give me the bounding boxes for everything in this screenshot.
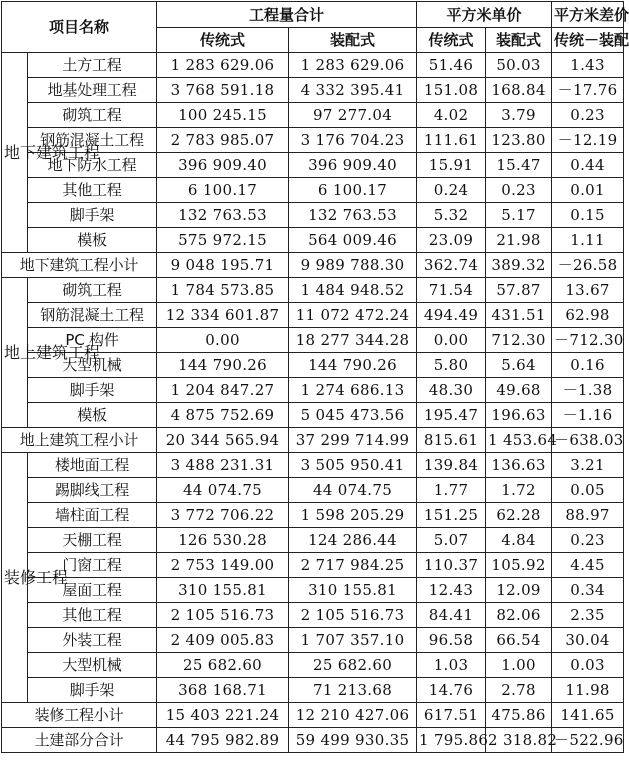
price-traditional-cell: 0.24 (417, 178, 486, 203)
price-traditional-cell: 71.54 (417, 278, 486, 303)
header-unit-price: 平方米单价 (417, 2, 552, 28)
qty-traditional-cell: 44 795 982.89 (157, 728, 289, 753)
price-traditional-cell: 23.09 (417, 228, 486, 253)
qty-traditional-cell: 2 783 985.07 (157, 128, 289, 153)
subtotal-row (2, 253, 624, 278)
item-name-cell: 门窗工程 (28, 553, 157, 578)
item-name-cell: 其他工程 (28, 178, 157, 203)
price-diff-cell: 62.98 (552, 303, 624, 328)
qty-traditional-cell: 1 204 847.27 (157, 378, 289, 403)
qty-traditional-cell: 368 168.71 (157, 678, 289, 703)
price-prefab-cell: 21.98 (486, 228, 552, 253)
price-diff-cell: －26.58 (552, 253, 624, 278)
total-row (2, 728, 624, 753)
qty-prefab-cell: 3 176 704.23 (289, 128, 417, 153)
price-diff-cell: 3.21 (552, 453, 624, 478)
price-prefab-cell: 1 453.64 (486, 428, 552, 453)
price-diff-cell: －1.16 (552, 403, 624, 428)
price-traditional-cell: 494.49 (417, 303, 486, 328)
price-traditional-cell: 15.91 (417, 153, 486, 178)
price-diff-cell: 141.65 (552, 703, 624, 728)
qty-traditional-cell: 9 048 195.71 (157, 253, 289, 278)
price-diff-cell: 0.34 (552, 578, 624, 603)
subtotal-row (2, 703, 624, 728)
qty-traditional-cell: 44 074.75 (157, 478, 289, 503)
price-prefab-cell: 196.63 (486, 403, 552, 428)
price-traditional-cell: 5.32 (417, 203, 486, 228)
item-name-cell: 大型机械 (28, 653, 157, 678)
item-name-cell: 其他工程 (28, 603, 157, 628)
subtotal-name-cell: 装修工程小计 (2, 703, 157, 728)
header-quantity-total: 工程量合计 (157, 2, 417, 28)
price-diff-cell: 0.03 (552, 653, 624, 678)
item-name-cell: 踢脚线工程 (28, 478, 157, 503)
table-row (2, 678, 624, 703)
price-prefab-cell: 136.63 (486, 453, 552, 478)
price-traditional-cell: 362.74 (417, 253, 486, 278)
table-row (2, 653, 624, 678)
price-traditional-cell: 1 795.86 (417, 728, 486, 753)
item-name-cell: 屋面工程 (28, 578, 157, 603)
price-traditional-cell: 0.00 (417, 328, 486, 353)
price-traditional-cell: 51.46 (417, 53, 486, 78)
qty-traditional-cell: 2 753 149.00 (157, 553, 289, 578)
qty-traditional-cell: 396 909.40 (157, 153, 289, 178)
qty-prefab-cell: 1 484 948.52 (289, 278, 417, 303)
qty-prefab-cell: 564 009.46 (289, 228, 417, 253)
price-diff-cell: －712.30 (552, 328, 624, 353)
qty-traditional-cell: 1 283 629.06 (157, 53, 289, 78)
qty-traditional-cell: 0.00 (157, 328, 289, 353)
qty-prefab-cell: 1 598 205.29 (289, 503, 417, 528)
price-traditional-cell: 110.37 (417, 553, 486, 578)
qty-traditional-cell: 12 334 601.87 (157, 303, 289, 328)
price-traditional-cell: 1.03 (417, 653, 486, 678)
price-diff-cell: 30.04 (552, 628, 624, 653)
qty-prefab-cell: 44 074.75 (289, 478, 417, 503)
price-traditional-cell: 151.08 (417, 78, 486, 103)
table-row (2, 303, 624, 328)
qty-traditional-cell: 3 772 706.22 (157, 503, 289, 528)
price-prefab-cell: 1.72 (486, 478, 552, 503)
table-row (2, 78, 624, 103)
price-prefab-cell: 0.23 (486, 178, 552, 203)
item-name-cell: 地基处理工程 (28, 78, 157, 103)
price-diff-cell: 0.23 (552, 103, 624, 128)
price-diff-cell: 1.11 (552, 228, 624, 253)
price-diff-cell: 0.01 (552, 178, 624, 203)
price-diff-cell: －1.38 (552, 378, 624, 403)
qty-prefab-cell: 4 332 395.41 (289, 78, 417, 103)
qty-prefab-cell: 6 100.17 (289, 178, 417, 203)
item-name-cell: 地下防水工程 (28, 153, 157, 178)
price-diff-cell: 0.44 (552, 153, 624, 178)
table-row (2, 503, 624, 528)
qty-prefab-cell: 5 045 473.56 (289, 403, 417, 428)
item-name-cell: 外装工程 (28, 628, 157, 653)
price-diff-cell: 0.16 (552, 353, 624, 378)
price-prefab-cell: 12.09 (486, 578, 552, 603)
price-diff-cell: －638.03 (552, 428, 624, 453)
qty-traditional-cell: 2 409 005.83 (157, 628, 289, 653)
table-body (2, 53, 624, 753)
qty-prefab-cell: 124 286.44 (289, 528, 417, 553)
price-traditional-cell: 617.51 (417, 703, 486, 728)
item-name-cell: 模板 (28, 403, 157, 428)
qty-prefab-cell: 2 105 516.73 (289, 603, 417, 628)
qty-prefab-cell: 37 299 714.99 (289, 428, 417, 453)
item-name-cell: 钢筋混凝土工程 (28, 128, 157, 153)
price-prefab-cell: 66.54 (486, 628, 552, 653)
qty-prefab-cell: 132 763.53 (289, 203, 417, 228)
header-item-name: 项目名称 (2, 2, 157, 53)
price-prefab-cell: 389.32 (486, 253, 552, 278)
qty-prefab-cell: 71 213.68 (289, 678, 417, 703)
table-row (2, 203, 624, 228)
price-prefab-cell: 1.00 (486, 653, 552, 678)
table-row (2, 453, 624, 478)
table-row (2, 228, 624, 253)
subtotal-name-cell: 地上建筑工程小计 (2, 428, 157, 453)
qty-traditional-cell: 575 972.15 (157, 228, 289, 253)
item-name-cell: 土方工程 (28, 53, 157, 78)
qty-prefab-cell: 97 277.04 (289, 103, 417, 128)
qty-traditional-cell: 15 403 221.24 (157, 703, 289, 728)
item-name-cell: 墙柱面工程 (28, 503, 157, 528)
price-prefab-cell: 49.68 (486, 378, 552, 403)
category-cell: 装修工程 (2, 453, 28, 703)
qty-prefab-cell: 9 989 788.30 (289, 253, 417, 278)
price-traditional-cell: 1.77 (417, 478, 486, 503)
header-qty-prefab: 装配式 (289, 28, 417, 53)
price-traditional-cell: 12.43 (417, 578, 486, 603)
price-prefab-cell: 2.78 (486, 678, 552, 703)
price-prefab-cell: 475.86 (486, 703, 552, 728)
qty-prefab-cell: 18 277 344.28 (289, 328, 417, 353)
table-row (2, 53, 624, 78)
table-row (2, 578, 624, 603)
table-row (2, 278, 624, 303)
price-prefab-cell: 82.06 (486, 603, 552, 628)
price-diff-cell: 0.05 (552, 478, 624, 503)
price-diff-cell: 13.67 (552, 278, 624, 303)
price-prefab-cell: 712.30 (486, 328, 552, 353)
qty-traditional-cell: 100 245.15 (157, 103, 289, 128)
price-diff-cell: －522.96 (552, 728, 624, 753)
qty-traditional-cell: 144 790.26 (157, 353, 289, 378)
qty-prefab-cell: 1 707 357.10 (289, 628, 417, 653)
table-row (2, 603, 624, 628)
header-price-diff: 平方米差价 (552, 2, 624, 28)
qty-traditional-cell: 6 100.17 (157, 178, 289, 203)
qty-prefab-cell: 59 499 930.35 (289, 728, 417, 753)
price-prefab-cell: 50.03 (486, 53, 552, 78)
price-prefab-cell: 5.17 (486, 203, 552, 228)
qty-traditional-cell: 3 488 231.31 (157, 453, 289, 478)
price-prefab-cell: 15.47 (486, 153, 552, 178)
item-name-cell: 砌筑工程 (28, 103, 157, 128)
table-row (2, 378, 624, 403)
price-diff-cell: －17.76 (552, 78, 624, 103)
price-traditional-cell: 96.58 (417, 628, 486, 653)
header-qty-traditional: 传统式 (157, 28, 289, 53)
item-name-cell: 模板 (28, 228, 157, 253)
price-diff-cell: 2.35 (552, 603, 624, 628)
price-prefab-cell: 105.92 (486, 553, 552, 578)
price-diff-cell: －12.19 (552, 128, 624, 153)
table-row (2, 528, 624, 553)
item-name-cell: 脚手架 (28, 203, 157, 228)
qty-prefab-cell: 2 717 984.25 (289, 553, 417, 578)
price-traditional-cell: 139.84 (417, 453, 486, 478)
item-name-cell: 砌筑工程 (28, 278, 157, 303)
table-row (2, 103, 624, 128)
qty-prefab-cell: 1 283 629.06 (289, 53, 417, 78)
item-name-cell: 楼地面工程 (28, 453, 157, 478)
item-name-cell: 脚手架 (28, 678, 157, 703)
cost-comparison-table (1, 1, 629, 753)
price-diff-cell: 1.43 (552, 53, 624, 78)
category-cell: 地下建筑工程 (2, 53, 28, 253)
price-prefab-cell: 431.51 (486, 303, 552, 328)
price-traditional-cell: 84.41 (417, 603, 486, 628)
table-row (2, 553, 624, 578)
qty-prefab-cell: 3 505 950.41 (289, 453, 417, 478)
price-prefab-cell: 62.28 (486, 503, 552, 528)
price-diff-cell: 88.97 (552, 503, 624, 528)
subtotal-row (2, 428, 624, 453)
qty-traditional-cell: 132 763.53 (157, 203, 289, 228)
table-row (2, 628, 624, 653)
price-traditional-cell: 5.07 (417, 528, 486, 553)
category-cell: 地上建筑工程 (2, 278, 28, 428)
qty-traditional-cell: 2 105 516.73 (157, 603, 289, 628)
price-traditional-cell: 111.61 (417, 128, 486, 153)
price-traditional-cell: 815.61 (417, 428, 486, 453)
price-prefab-cell: 4.84 (486, 528, 552, 553)
price-traditional-cell: 195.47 (417, 403, 486, 428)
table-row (2, 328, 624, 353)
price-diff-cell: 0.23 (552, 528, 624, 553)
price-traditional-cell: 151.25 (417, 503, 486, 528)
qty-prefab-cell: 396 909.40 (289, 153, 417, 178)
qty-prefab-cell: 25 682.60 (289, 653, 417, 678)
qty-traditional-cell: 20 344 565.94 (157, 428, 289, 453)
qty-traditional-cell: 310 155.81 (157, 578, 289, 603)
price-traditional-cell: 4.02 (417, 103, 486, 128)
table-row (2, 153, 624, 178)
table-row (2, 403, 624, 428)
header-price-prefab: 装配式 (486, 28, 552, 53)
price-prefab-cell: 123.80 (486, 128, 552, 153)
item-name-cell: 脚手架 (28, 378, 157, 403)
price-prefab-cell: 57.87 (486, 278, 552, 303)
qty-prefab-cell: 1 274 686.13 (289, 378, 417, 403)
table-row (2, 178, 624, 203)
price-diff-cell: 11.98 (552, 678, 624, 703)
item-name-cell: 钢筋混凝土工程 (28, 303, 157, 328)
header-diff-label: 传统－装配 (552, 28, 624, 53)
qty-prefab-cell: 11 072 472.24 (289, 303, 417, 328)
qty-traditional-cell: 1 784 573.85 (157, 278, 289, 303)
price-prefab-cell: 5.64 (486, 353, 552, 378)
item-name-cell: PC 构件 (28, 328, 157, 353)
qty-traditional-cell: 25 682.60 (157, 653, 289, 678)
table-row (2, 128, 624, 153)
price-traditional-cell: 5.80 (417, 353, 486, 378)
header-price-traditional: 传统式 (417, 28, 486, 53)
subtotal-name-cell: 地下建筑工程小计 (2, 253, 157, 278)
qty-prefab-cell: 12 210 427.06 (289, 703, 417, 728)
item-name-cell: 天棚工程 (28, 528, 157, 553)
price-traditional-cell: 14.76 (417, 678, 486, 703)
price-diff-cell: 4.45 (552, 553, 624, 578)
price-prefab-cell: 2 318.82 (486, 728, 552, 753)
qty-prefab-cell: 144 790.26 (289, 353, 417, 378)
qty-traditional-cell: 4 875 752.69 (157, 403, 289, 428)
total-name-cell: 土建部分合计 (2, 728, 157, 753)
item-name-cell: 大型机械 (28, 353, 157, 378)
price-traditional-cell: 48.30 (417, 378, 486, 403)
qty-traditional-cell: 3 768 591.18 (157, 78, 289, 103)
qty-prefab-cell: 310 155.81 (289, 578, 417, 603)
qty-traditional-cell: 126 530.28 (157, 528, 289, 553)
price-prefab-cell: 3.79 (486, 103, 552, 128)
price-diff-cell: 0.15 (552, 203, 624, 228)
table-row (2, 478, 624, 503)
table-row (2, 353, 624, 378)
price-prefab-cell: 168.84 (486, 78, 552, 103)
